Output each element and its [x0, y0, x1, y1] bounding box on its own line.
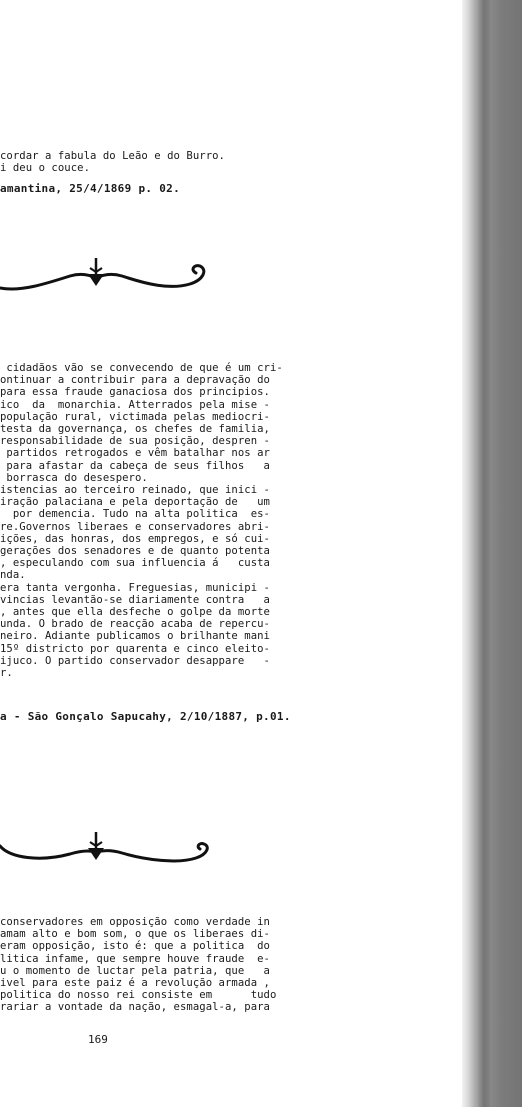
text-line: u o momento de luctar pela patria, que a: [0, 964, 270, 977]
text-line: borrasca do desespero.: [0, 471, 148, 484]
page-number: 169: [88, 1033, 108, 1046]
text-line: istencias ao terceiro reinado, que inici -: [0, 484, 270, 496]
text-line: politica do nosso rei consiste em tudo: [0, 989, 277, 1002]
text-line: população rural, victimada pelas mediocri-: [0, 410, 270, 423]
text-line: gerações dos senadores e de quanto potenta: [0, 545, 270, 557]
text-line: era tanta vergonha. Freguesias, municipi -: [0, 581, 270, 594]
text-line: iração palaciana e pela deportação de um: [0, 496, 270, 509]
source-citation: amantina, 25/4/1869 p. 02.: [0, 182, 180, 195]
text-line: i deu o couce.: [0, 162, 90, 174]
text-line: ontinuar a contribuir para a depravação do: [0, 374, 270, 387]
text-line: ições, das honras, dos empregos, e só cui-: [0, 532, 270, 545]
text-line: 15º districto por quarenta e cinco eleito-: [0, 642, 270, 655]
text-line: cidadãos vão se convecendo de que é um cri-: [0, 362, 283, 374]
text-line: , antes que ella desfeche o golpe da morte: [0, 606, 270, 618]
text-line: cordar a fabula do Leão e do Burro.: [0, 150, 225, 162]
text-line: ico da monarchia. Atterrados pela mise -: [0, 398, 270, 411]
text-line: conservadores em opposição como verdade in: [0, 916, 270, 928]
book-gutter-edge: [478, 0, 490, 1107]
text-line: ijuco. O partido conservador desappare -: [0, 654, 270, 667]
text-line: vincias levantão-se diariamente contra a: [0, 593, 270, 606]
text-line: amam alto e bom som, o que os liberaes di-: [0, 928, 270, 941]
text-line: litica infame, que sempre houve fraude e-: [0, 952, 270, 965]
text-line: por demencia. Tudo na alta politica es-: [0, 508, 270, 521]
source-citation: a - São Gonçalo Sapucahy, 2/10/1887, p.01.: [0, 710, 291, 723]
text-line: testa da governança, os chefes de familia,: [0, 423, 270, 435]
text-line: re.Governos liberaes e conservadores abri-: [0, 520, 270, 533]
text-line: r.: [0, 667, 13, 679]
text-line: partidos retrogados e vêm batalhar nos ar: [0, 447, 270, 460]
ornament-divider: [0, 828, 220, 872]
text-line: rariar a vontade da nação, esmagal-a, para: [0, 1001, 270, 1014]
text-line: neiro. Adiante publicamos o brilhante mani: [0, 630, 270, 643]
ornament-divider: [0, 256, 220, 300]
text-line: nda.: [0, 569, 26, 582]
text-line: ivel para este paiz é a revolução armada ,: [0, 977, 270, 989]
book-spine-shadow: [462, 0, 522, 1107]
text-line: , especulando com sua influencia á custa: [0, 557, 270, 570]
text-line: para essa fraude ganaciosa dos principios.: [0, 386, 270, 399]
text-line: eram opposição, isto é: que a politica do: [0, 940, 270, 953]
text-line: unda. O brado de reacção acaba de repercu-: [0, 618, 270, 631]
text-line: responsabilidade de sua posição, despren -: [0, 435, 270, 448]
text-line: para afastar da cabeça de seus filhos a: [0, 459, 270, 472]
